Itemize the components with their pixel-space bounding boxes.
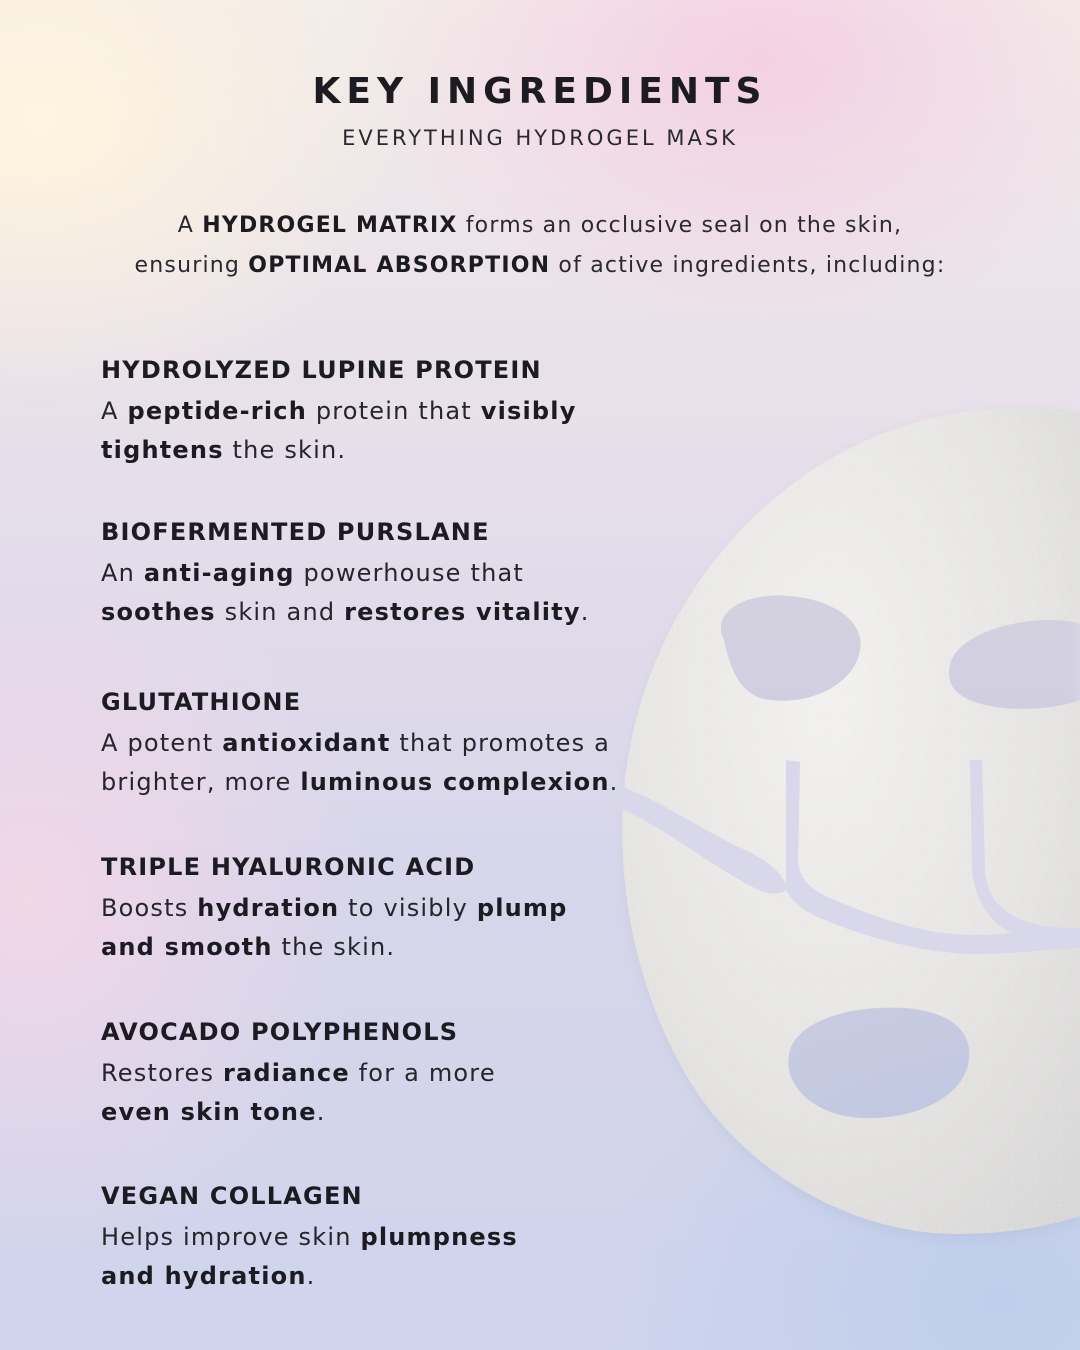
description-segment: . [609,768,619,796]
ingredient-description [101,724,641,802]
ingredient-item [101,514,641,632]
description-line [101,1257,641,1296]
intro-text [0,206,1080,286]
intro-segment: A [177,213,203,238]
intro-segment: forms an occlusive seal on the skin, [457,213,903,238]
description-line [101,1093,641,1132]
description-segment: . [580,598,590,626]
description-segment: to visibly [339,894,477,922]
description-segment: Boosts [101,894,198,922]
ingredient-description [101,889,641,967]
description-line [101,431,641,470]
description-segment: . [316,1098,326,1126]
ingredient-description [101,1218,641,1296]
description-line [101,392,641,431]
description-highlight: peptide-rich [127,397,307,425]
ingredient-name: BIOFERMENTED PURSLANE [101,518,490,546]
description-highlight: tightens [101,436,224,464]
ingredient-item [101,849,641,967]
description-segment: A [101,397,128,425]
ingredient-description [101,1054,641,1132]
description-segment: for a more [349,1059,496,1087]
description-segment: that promotes a [390,729,611,757]
ingredient-name: AVOCADO POLYPHENOLS [101,1018,459,1046]
description-segment: the skin. [223,436,347,464]
description-highlight: restores vitality [344,598,581,626]
description-line [101,1054,641,1093]
description-line [101,1218,641,1257]
description-highlight: radiance [223,1059,350,1087]
ingredient-name: TRIPLE HYALURONIC ACID [101,853,476,881]
description-highlight: anti-aging [143,559,295,587]
description-highlight: visibly [480,397,577,425]
ingredient-item [101,1014,641,1132]
description-line [101,724,641,763]
description-highlight: and smooth [101,933,273,961]
description-segment: brighter, more [101,768,301,796]
description-segment: powerhouse that [294,559,525,587]
intro-line-1 [0,206,1080,246]
ingredient-item [101,352,641,470]
description-line [101,554,641,593]
intro-highlight: HYDROGEL MATRIX [202,213,458,238]
ingredient-name: GLUTATHIONE [101,688,302,716]
description-segment: . [306,1262,316,1290]
intro-segment: of active ingredients, including: [550,253,946,278]
description-highlight: and hydration [101,1262,307,1290]
description-segment: the skin. [272,933,396,961]
intro-segment: ensuring [134,253,249,278]
header [0,70,1080,150]
description-highlight: plump [476,894,568,922]
intro-highlight: OPTIMAL ABSORPTION [248,253,551,278]
ingredient-item [101,684,641,802]
description-highlight: antioxidant [222,729,391,757]
description-highlight: hydration [197,894,340,922]
description-line [101,889,641,928]
ingredient-description [101,554,641,632]
description-highlight: luminous complexion [300,768,610,796]
ingredient-item [101,1178,641,1296]
description-segment: skin and [215,598,345,626]
description-segment: An [101,559,144,587]
ingredient-description [101,392,641,470]
description-line [101,593,641,632]
page-subtitle: EVERYTHING HYDROGEL MASK [342,126,738,150]
page-title: KEY INGREDIENTS [312,71,768,112]
description-segment: A potent [101,729,223,757]
description-line [101,763,641,802]
description-highlight: even skin tone [101,1098,317,1126]
description-highlight: soothes [101,598,216,626]
description-segment: protein that [306,397,481,425]
description-segment: Helps improve skin [101,1223,361,1251]
ingredient-name: HYDROLYZED LUPINE PROTEIN [101,356,542,384]
description-highlight: plumpness [360,1223,518,1251]
intro-line-2 [0,246,1080,286]
ingredient-name: VEGAN COLLAGEN [101,1182,363,1210]
description-segment: Restores [101,1059,223,1087]
description-line [101,928,641,967]
